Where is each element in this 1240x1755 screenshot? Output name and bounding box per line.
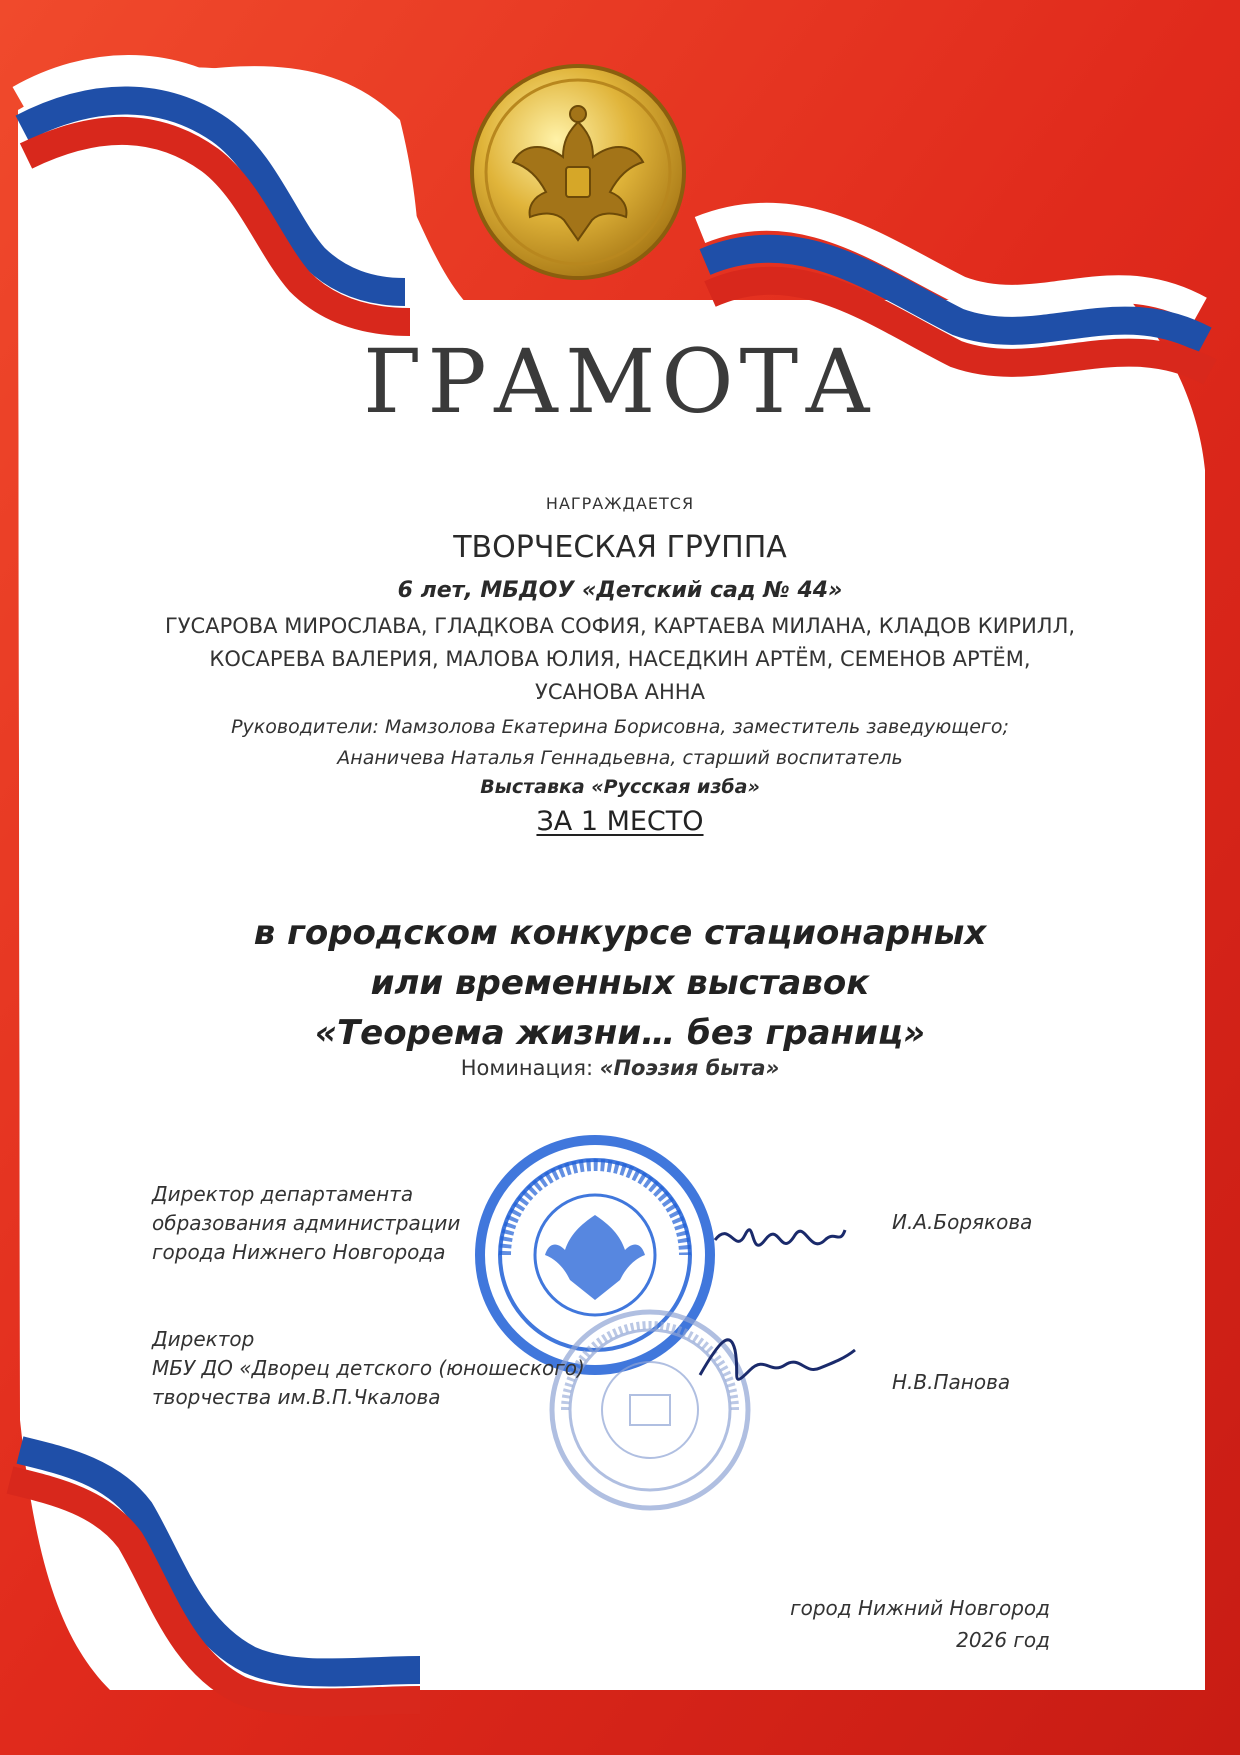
members-line: УСАНОВА АННА — [535, 680, 705, 704]
signatory-first-name: И.А.Борякова — [892, 1210, 1033, 1234]
contest-title — [140, 908, 1100, 1058]
nomination-value: «Поэзия быта» — [599, 1056, 780, 1080]
footer-city: город Нижний Новгород — [790, 1596, 1050, 1620]
signature-first — [710, 1200, 850, 1280]
signatory-second-position — [152, 1325, 585, 1412]
signatory-second-name: Н.В.Панова — [892, 1370, 1011, 1394]
contest-line: или временных выставок — [370, 963, 870, 1003]
contest-line: в городском конкурсе стационарных — [253, 913, 987, 953]
certificate-title: ГРАМОТА — [363, 330, 877, 433]
position-line: образования администрации — [152, 1211, 461, 1235]
members-line: ГУСАРОВА МИРОСЛАВА, ГЛАДКОВА СОФИЯ, КАРТАЕВА МИЛАНА, КЛАДОВ КИРИЛЛ, — [164, 614, 1076, 638]
position-line: города Нижнего Новгорода — [152, 1240, 446, 1264]
leaders-list — [140, 712, 1100, 774]
double-headed-eagle-icon — [468, 62, 688, 282]
awarded-label: НАГРАЖДАЕТСЯ — [545, 494, 695, 513]
place-text: ЗА 1 МЕСТО — [536, 806, 704, 837]
contest-line: «Теорема жизни… без границ» — [314, 1013, 926, 1053]
position-line: МБУ ДО «Дворец детского (юношеского) — [152, 1356, 585, 1380]
position-line: Директор — [152, 1327, 255, 1351]
footer-year: 2026 год — [956, 1628, 1050, 1652]
leaders-line: Руководители: Мамзолова Екатерина Борисовна, заместитель заведующего; — [231, 716, 1009, 738]
leaders-line: Ананичева Наталья Геннадьевна, старший воспитатель — [337, 747, 903, 769]
members-line: КОСАРЕВА ВАЛЕРИЯ, МАЛОВА ЮЛИЯ, НАСЕДКИН АРТЁМ, СЕМЕНОВ АРТЁМ, — [209, 647, 1031, 671]
exhibit-name: Выставка «Русская изба» — [480, 776, 760, 798]
position-line: Директор департамента — [152, 1182, 414, 1206]
members-list — [140, 610, 1100, 709]
nomination — [140, 1056, 1100, 1080]
signature-second — [690, 1320, 860, 1400]
signatory-first-position — [152, 1180, 460, 1267]
nomination-label: Номинация: — [460, 1056, 594, 1080]
place-award — [140, 806, 1100, 837]
group-name: ТВОРЧЕСКАЯ ГРУППА — [453, 530, 787, 565]
position-line: творчества им.В.П.Чкалова — [152, 1385, 441, 1409]
footer-city-year — [790, 1592, 1050, 1656]
age-organization: 6 лет, МБДОУ «Детский сад № 44» — [397, 578, 843, 603]
